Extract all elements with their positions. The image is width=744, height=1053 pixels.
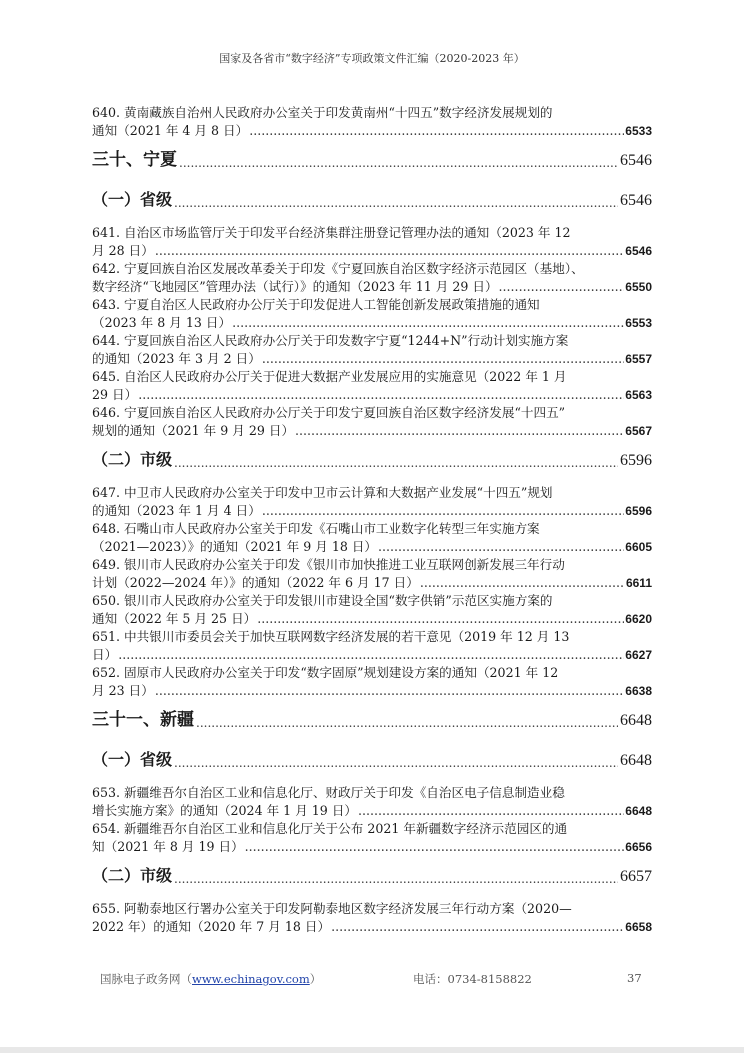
dot-leader	[358, 802, 624, 820]
dot-leader	[174, 456, 618, 470]
toc-entry-line: 月 28 日）	[92, 243, 154, 258]
toc-entry[interactable]	[92, 664, 652, 700]
toc-page-number: 6567	[625, 424, 652, 438]
toc-entry-line: 月 23 日）	[92, 683, 154, 698]
toc-entry-line: 计划（2022—2024 年）》的通知（2022 年 6 月 17 日）	[92, 575, 419, 590]
heading-title: （二）市级	[92, 866, 173, 885]
toc-entry-line: 规划的通知（2021 年 9 月 29 日）	[92, 423, 295, 438]
dot-leader	[232, 314, 624, 332]
toc-entry-line: 29 日）	[92, 387, 138, 402]
toc-entry[interactable]	[92, 484, 652, 520]
toc-entry-line: 640. 黄南藏族自治州人民政府办公室关于印发黄南州“十四五”数字经济发展规划的	[92, 105, 553, 120]
toc-entry[interactable]	[92, 224, 652, 260]
dot-leader	[262, 502, 624, 520]
dot-leader	[174, 872, 618, 886]
dot-leader	[174, 196, 618, 210]
toc-entry-line: 643. 宁夏自治区人民政府办公厅关于印发促进人工智能创新发展政策措施的通知	[92, 297, 540, 312]
dot-leader	[118, 646, 624, 664]
toc-page-number: 6553	[625, 316, 652, 330]
heading-title: （一）省级	[92, 190, 173, 209]
toc-page-number: 6533	[625, 124, 652, 138]
toc-entry-line: 增长实施方案》的通知（2024 年 1 月 19 日）	[92, 803, 358, 818]
toc-section-heading[interactable]	[92, 144, 652, 170]
toc-entry-line: 645. 自治区人民政府办公厅关于促进大数据产业发展应用的实施意见（2022 年 1 月	[92, 369, 567, 384]
toc-entry-line: 642. 宁夏回族自治区发展改革委关于印发《宁夏回族自治区数字经济示范园区（基地）、	[92, 261, 584, 276]
dot-leader	[155, 242, 624, 260]
toc-page-number: 6657	[620, 868, 652, 885]
toc-entry[interactable]	[92, 296, 652, 332]
toc-entry-line: 648. 石嘴山市人民政府办公室关于印发《石嘴山市工业数字化转型三年实施方案	[92, 521, 540, 536]
toc-entry[interactable]	[92, 520, 652, 556]
toc-entry-line: 641. 自治区市场监管厅关于印发平台经济集群注册登记管理办法的通知（2023 年 12	[92, 225, 571, 240]
heading-title: 三十一、新疆	[92, 710, 194, 730]
toc-entry-line: 日）	[92, 647, 118, 662]
toc-entry[interactable]	[92, 332, 652, 368]
toc-entry[interactable]	[92, 404, 652, 440]
toc-subsection-heading[interactable]	[92, 744, 652, 770]
toc-page-number: 6658	[625, 920, 652, 934]
dot-leader	[499, 278, 625, 296]
heading-title: （二）市级	[92, 450, 173, 469]
toc-entry-line: （2021—2023）》的通知（2021 年 9 月 18 日）	[92, 539, 378, 554]
toc-entry-line: 2022 年）的通知（2020 年 7 月 18 日）	[92, 919, 331, 934]
footer-phone: 电话：0734-8158822	[413, 972, 532, 986]
toc-page-number: 6611	[625, 576, 652, 590]
toc-entry-line: 通知（2022 年 5 月 25 日）	[92, 611, 257, 626]
toc-subsection-heading[interactable]	[92, 860, 652, 886]
toc-page-number: 6563	[625, 388, 652, 402]
toc-page-number: 6605	[625, 540, 652, 554]
dot-leader	[245, 838, 625, 856]
dot-leader	[155, 682, 624, 700]
toc-entry[interactable]	[92, 592, 652, 628]
toc-page-number: 6546	[620, 192, 652, 209]
toc-subsection-heading[interactable]	[92, 184, 652, 210]
toc-entry[interactable]	[92, 628, 652, 664]
toc-entry-line: 654. 新疆维吾尔自治区工业和信息化厅关于公布 2021 年新疆数字经济示范园区的通	[92, 821, 568, 836]
page-number: 37	[627, 971, 642, 985]
toc-page-number: 6596	[625, 504, 652, 518]
toc-entry-line: 644. 宁夏回族自治区人民政府办公厅关于印发数字宁夏“1244+N”行动计划实施方案	[92, 333, 569, 348]
toc-subsection-heading[interactable]	[92, 444, 652, 470]
toc-entry-line: 652. 固原市人民政府办公室关于印发“数字固原”规划建设方案的通知（2021 年 12	[92, 665, 559, 680]
dot-leader	[331, 918, 624, 936]
page-edge	[0, 1047, 744, 1053]
toc-page-number: 6648	[625, 804, 652, 818]
dot-leader	[196, 716, 618, 730]
toc-section-heading[interactable]	[92, 704, 652, 730]
dot-leader	[295, 422, 624, 440]
toc-page-number: 6550	[625, 280, 652, 294]
dot-leader	[420, 574, 625, 592]
toc-entry-line: 646. 宁夏回族自治区人民政府办公厅关于印发宁夏回族自治区数字经济发展“十四五”	[92, 405, 566, 420]
dot-leader	[174, 756, 618, 770]
toc-entry-line: （2023 年 8 月 13 日）	[92, 315, 232, 330]
toc-page-number: 6648	[620, 752, 652, 769]
toc-page-number: 6546	[625, 244, 652, 258]
toc-entry[interactable]	[92, 820, 652, 856]
footer-link[interactable]: www.echinagov.com	[192, 972, 310, 986]
toc-page-number: 6627	[625, 648, 652, 662]
toc-entry-line: 知（2021 年 8 月 19 日）	[92, 839, 244, 854]
dot-leader	[262, 350, 624, 368]
heading-title: （一）省级	[92, 750, 173, 769]
toc-entry-line: 655. 阿勒泰地区行署办公室关于印发阿勒泰地区数字经济发展三年行动方案（2020—	[92, 901, 572, 916]
toc-entry-line: 649. 银川市人民政府办公室关于印发《银川市加快推进工业互联网创新发展三年行动	[92, 557, 565, 572]
toc-page-number: 6656	[625, 840, 652, 854]
dot-leader	[138, 386, 624, 404]
toc-entry-line: 651. 中共银川市委员会关于加快互联网数字经济发展的若干意见（2019 年 12 月 13	[92, 629, 570, 644]
toc-page-number: 6638	[625, 684, 652, 698]
toc-page-number: 6557	[625, 352, 652, 366]
toc-page-number: 6546	[620, 152, 652, 169]
toc-page-number: 6648	[620, 712, 652, 729]
running-header: 国家及各省市“数字经济”专项政策文件汇编（2020-2023 年）	[219, 52, 525, 65]
toc-entry-line: 通知（2021 年 4 月 8 日）	[92, 123, 249, 138]
toc-entry[interactable]	[92, 900, 652, 936]
table-of-contents	[92, 104, 652, 936]
toc-entry-line: 的通知（2023 年 1 月 4 日）	[92, 503, 261, 518]
toc-entry[interactable]	[92, 260, 652, 296]
toc-entry-line: 650. 银川市人民政府办公室关于印发银川市建设全国“数字供销”示范区实施方案的	[92, 593, 553, 608]
toc-entry[interactable]	[92, 368, 652, 404]
heading-title: 三十、宁夏	[92, 150, 177, 170]
dot-leader	[257, 610, 624, 628]
toc-entry-line: 647. 中卫市人民政府办公室关于印发中卫市云计算和大数据产业发展“十四五”规划	[92, 485, 553, 500]
toc-entry[interactable]	[92, 556, 652, 592]
toc-entry-line: 的通知（2023 年 3 月 2 日）	[92, 351, 261, 366]
toc-entry[interactable]	[92, 104, 652, 140]
toc-page-number: 6620	[625, 612, 652, 626]
dot-leader	[179, 156, 618, 170]
footer-org: 国脉电子政务网（www.echinagov.com）	[100, 972, 322, 986]
toc-page-number: 6596	[620, 452, 652, 469]
toc-entry[interactable]	[92, 784, 652, 820]
dot-leader	[378, 538, 624, 556]
toc-entry-line: 数字经济“飞地园区”管理办法（试行）》的通知（2023 年 11 月 29 日）	[92, 279, 498, 294]
toc-entry-line: 653. 新疆维吾尔自治区工业和信息化厅、财政厅关于印发《自治区电子信息制造业稳	[92, 785, 565, 800]
dot-leader	[249, 122, 624, 140]
